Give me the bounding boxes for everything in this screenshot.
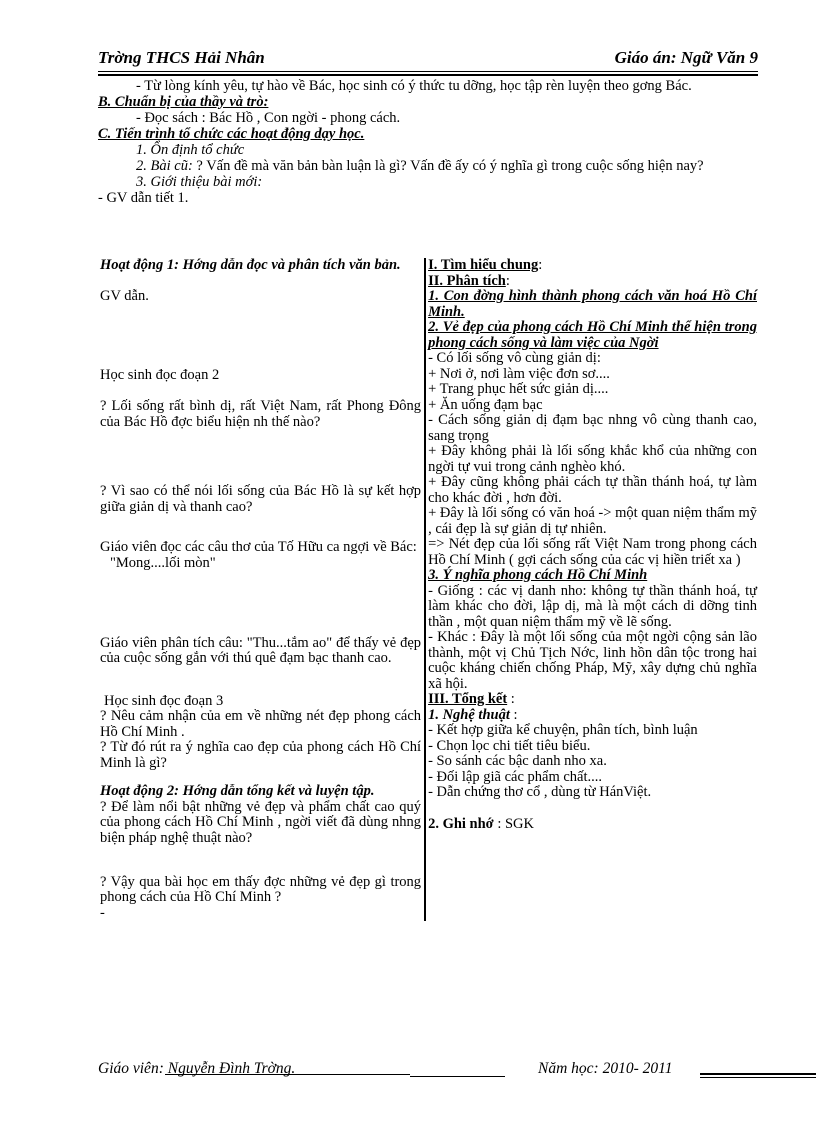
note-heading: 2. Ghi nhớ <box>428 815 494 832</box>
noble-life: - Cách sống giản dị đạm bạc nhng vô cùng thanh cao, sang trọng <box>428 412 757 444</box>
question-4: ? Từ đó rút ra ý nghĩa cao đẹp của phong cách Hồ Chí Minh là gì? <box>100 739 422 771</box>
step-3: 3. Giới thiệu bài mới: <box>136 174 263 190</box>
section-2-heading: II. Phân tích <box>428 272 506 289</box>
prep-line: - Đọc sách : Bác Hồ , Con ngời - phong cách. <box>136 110 401 126</box>
content-column <box>425 258 760 921</box>
question-5: ? Để làm nổi bật những vẻ đẹp và phẩm chất cao quý của phong cách Hồ Chí Minh , ngời viết đã dùng nhng biện pháp nghệ thuật nào? <box>100 798 422 846</box>
header-rule-thick <box>98 74 758 76</box>
goal-text: - Từ lòng kính yêu, tự hào về Bác, học sinh có ý thức tu dỡng, học tập rèn luyện theo gơng Bác. <box>136 78 692 94</box>
trailing-dash: - <box>100 904 105 921</box>
activity-2-title: Hoạt động 2: Hớng dẫn tổng kết và luyện tập. <box>100 783 375 799</box>
step-2-label: 2. Bài cũ: <box>136 158 193 174</box>
simple-clothes: + Trang phục hết sức giản dị.... <box>428 381 609 397</box>
question-6: ? Vậy qua bài học em thấy đợc những vẻ đẹp gì trong phong cách của Hồ Chí Minh ? <box>100 873 422 905</box>
art-item-1: - Kết hợp giữa kể chuyện, phân tích, bình luận <box>428 722 698 738</box>
lesson-table <box>98 258 760 921</box>
intro-section <box>98 78 758 206</box>
teacher-name: Giáo viên: Nguyễn Đình Trờng. <box>98 1060 296 1077</box>
question-3: ? Nêu cảm nhận của em về những nét đẹp phong cách Hồ Chí Minh . <box>100 708 422 740</box>
art-heading: 1. Nghệ thuật <box>428 706 510 723</box>
page-header <box>98 48 758 70</box>
section-3-heading: III. Tổng kết <box>428 691 508 707</box>
header-rule <box>98 71 758 72</box>
art-item-5: - Dẫn chứng thơ cổ , dùng từ HánViệt. <box>428 784 652 800</box>
not-ascetic: + Đây không phải là lối sống khắc khổ của những con ngời tự vui trong cảnh nghèo khó. <box>428 443 757 475</box>
point-3: 3. Ý nghĩa phong cách Hồ Chí Minh <box>428 567 648 583</box>
section-1-colon: : <box>538 257 543 273</box>
art-item-4: - Đối lập giã các phẩm chất.... <box>428 768 602 785</box>
similarity: - Giống : các vị danh nho: không tự thần thánh hoá, tự làm khác cho đời, lập dị, mà là một cách di dỡng tinh thần , một quan niệm thẩm mỹ về lẽ sống. <box>428 582 757 630</box>
footer-rule-mid <box>410 1076 505 1077</box>
gv-guide: GV dẫn. <box>100 288 149 304</box>
section-2-colon: : <box>505 272 510 289</box>
cultured-life: + Đây là lối sống có văn hoá -> một quan niệm thẩm mỹ , cái đẹp là sự giản dị tự nhiên. <box>428 505 757 537</box>
note-text: : SGK <box>493 815 535 832</box>
poem-intro: Giáo viên đọc các câu thơ của Tố Hữu ca ngợi về Bác: <box>100 539 417 555</box>
section-3-colon: : <box>507 691 515 707</box>
art-item-3: - So sánh các bậc danh nho xa. <box>428 753 607 769</box>
not-deified: + Đây cũng không phải cách tự thần thánh hoá, tự làm cho khác đời , hơn đời. <box>428 474 757 506</box>
school-name: Trờng THCS Hải Nhân <box>98 48 265 67</box>
art-colon: : <box>509 706 518 723</box>
process-heading: C. Tiến trình tổ chức các hoạt động dạy học. <box>98 126 365 142</box>
read-passage-3: Học sinh đọc đoạn 3 <box>104 692 224 709</box>
footer-rule-right-thin <box>700 1077 816 1078</box>
art-item-2: - Chọn lọc chi tiết tiêu biểu. <box>428 737 591 754</box>
difference: - Khác : Đây là một lối sống của một ngời cộng sản lão thành, một vị Chủ Tịch Nớc, linh hồn dân tộc trong hai cuộc kháng chiến chống Pháp, Mỹ, xây dựng chủ nghĩa xã hội. <box>428 629 757 692</box>
step-2-text: ? Vấn đề mà văn bản bàn luận là gì? Vấn đề ấy có ý nghĩa gì trong cuộc sống hiện nay? <box>192 158 704 174</box>
step-1: 1. Ổn định tổ chức <box>136 142 245 158</box>
section-1-heading: I. Tìm hiểu chung <box>428 257 539 273</box>
teacher-student-column <box>98 258 425 921</box>
activity-1-title: Hoạt động 1: Hớng dẫn đọc và phân tích văn bản. <box>100 257 401 273</box>
point-2: 2. Vẻ đẹp của phong cách Hồ Chí Minh thể hiện trong phong cách sống và làm việc của Ngời <box>428 319 757 351</box>
poem-quote: "Mong....lối mòn" <box>110 554 216 571</box>
page-footer <box>98 1060 758 1080</box>
simple-home: + Nơi ở, nơi làm việc đơn sơ.... <box>428 365 610 382</box>
footer-rule-right <box>700 1073 816 1075</box>
question-1: ? Lối sống rất bình dị, rất Việt Nam, rất Phong Đông của Bác Hồ đợc biểu hiện nh thế nào? <box>100 398 422 430</box>
simple-food: + Ăn uống đạm bạc <box>428 396 543 413</box>
question-2: ? Vì sao có thể nói lối sống của Bác Hồ là sự kết hợp giữa giản dị và thanh cao? <box>100 483 422 515</box>
point-1: 1. Con đờng hình thành phong cách văn hoá Hồ Chí Minh. <box>428 288 757 320</box>
footer-rule <box>165 1074 410 1075</box>
conclusion: => Nét đẹp của lối sống rất Việt Nam trong phong cách Hồ Chí Minh ( gợi cách sống của các vị hiền triết xa ) <box>428 536 757 568</box>
gv-intro: - GV dẫn tiết 1. <box>98 190 189 206</box>
school-year: Năm học: 2010- 2011 <box>538 1060 673 1077</box>
subject-title: Giáo án: Ngữ Văn 9 <box>614 48 758 67</box>
prep-heading: B. Chuẩn bị của thầy và trò: <box>98 94 269 110</box>
read-passage-2: Học sinh đọc đoạn 2 <box>100 367 220 383</box>
teacher-analysis: Giáo viên phân tích câu: "Thu...tắm ao" để thấy vẻ đẹp của cuộc sống gắn với thú quê đạm bạc thanh cao. <box>100 634 422 666</box>
simple-life: - Có lối sống vô cùng giản dị: <box>428 350 601 366</box>
